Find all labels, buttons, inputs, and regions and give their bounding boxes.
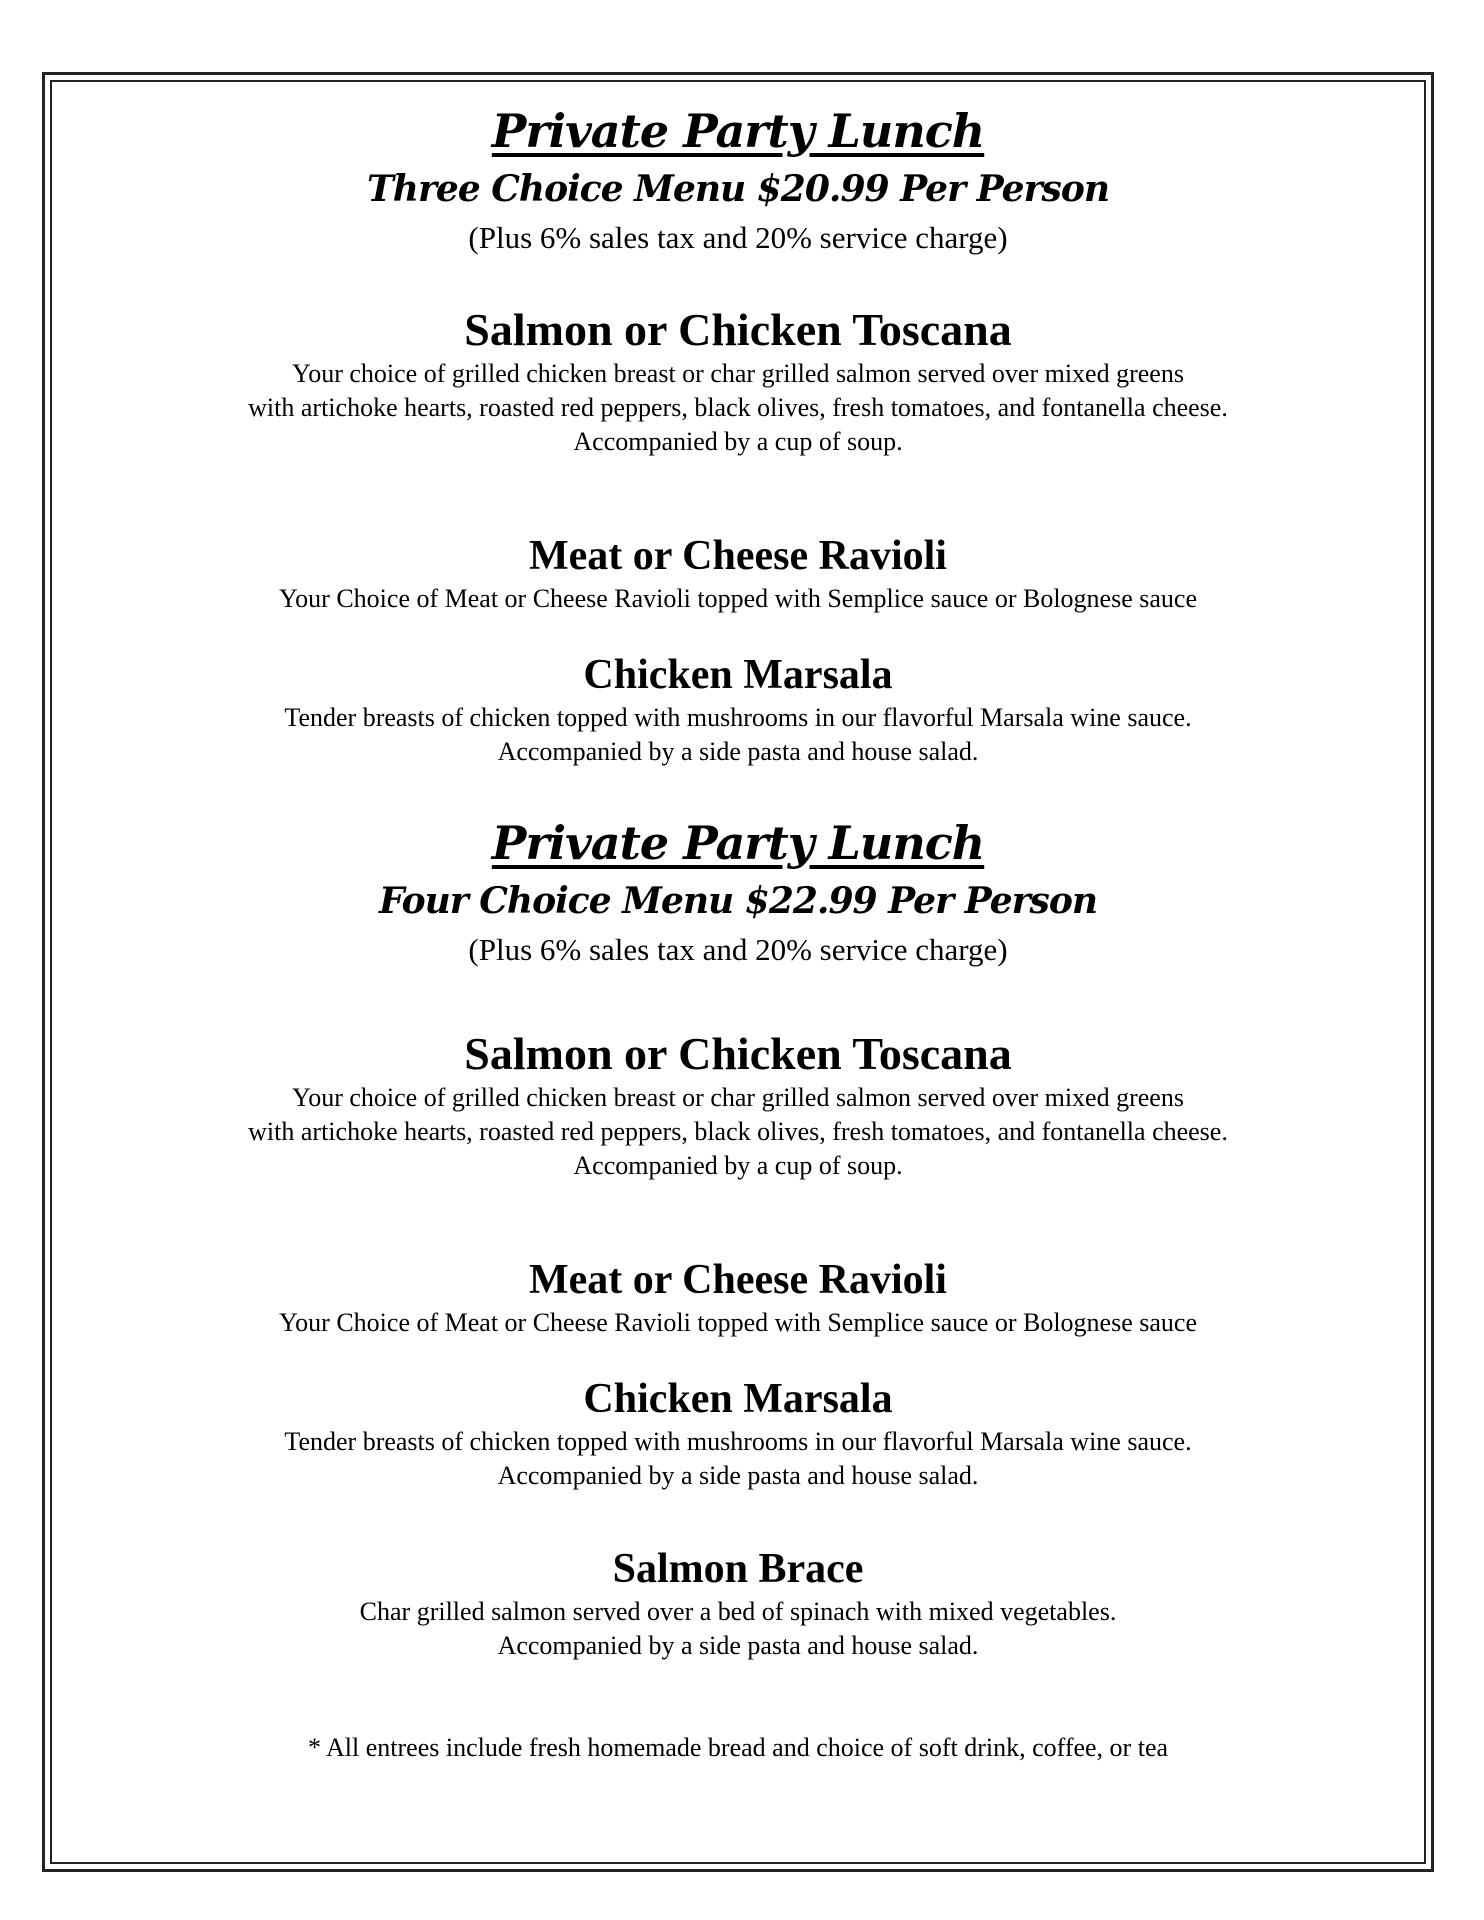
menu-2-item-2-name: Meat or Cheese Ravioli [529,1257,947,1303]
menu-1-tax-note: (Plus 6% sales tax and 20% service charge) [468,220,1008,255]
menu-2-item-3-name: Chicken Marsala [583,1376,893,1422]
footnote: * All entrees include fresh homemade bread and choice of soft drink, coffee, or tea [307,1733,1169,1762]
menu-2-item-1-name: Salmon or Chicken Toscana [464,1028,1012,1079]
menu-2-item-1-desc-3: Accompanied by a cup of soup. [573,1151,903,1180]
menu-2-item-1-desc-2: with artichoke hearts, roasted red peppers, black olives, fresh tomatoes, and fontanella cheese. [248,1117,1228,1146]
menu-1-item-1-name: Salmon or Chicken Toscana [464,304,1012,355]
menu-2-item-4-name: Salmon Brace [612,1546,864,1592]
menu-2-item-2-desc-1: Your Choice of Meat or Cheese Ravioli topped with Semplice sauce or Bolognese sauce [279,1308,1197,1337]
menu-1-subtitle: Three Choice Menu $20.99 Per Person [366,168,1110,210]
menu-2-subtitle: Four Choice Menu $22.99 Per Person [378,880,1098,922]
menu-2-tax-note: (Plus 6% sales tax and 20% service charge) [468,932,1008,967]
menu-1-item-3-desc-1: Tender breasts of chicken topped with mushrooms in our flavorful Marsala wine sauce. [284,703,1192,732]
menu-1-item-3-desc-2: Accompanied by a side pasta and house salad. [497,737,979,766]
menu-1-item-3-name: Chicken Marsala [583,652,893,698]
menu-1-item-1-desc-1: Your choice of grilled chicken breast or char grilled salmon served over mixed greens [292,359,1184,388]
menu-2-item-4-desc-1: Char grilled salmon served over a bed of spinach with mixed vegetables. [359,1597,1117,1626]
menu-1-item-2-desc-1: Your Choice of Meat or Cheese Ravioli topped with Semplice sauce or Bolognese sauce [279,584,1197,613]
menu-2-item-3-desc-2: Accompanied by a side pasta and house salad. [497,1461,979,1490]
menu-1-title: Private Party Lunch [491,104,985,158]
menu-1-item-1-desc-3: Accompanied by a cup of soup. [573,427,903,456]
menu-1-item-1-desc-2: with artichoke hearts, roasted red peppers, black olives, fresh tomatoes, and fontanella cheese. [248,393,1228,422]
menu-2-title: Private Party Lunch [491,816,985,870]
menu-2-item-3-desc-1: Tender breasts of chicken topped with mushrooms in our flavorful Marsala wine sauce. [284,1427,1192,1456]
menu-2-item-4-desc-2: Accompanied by a side pasta and house salad. [497,1631,979,1660]
menu-1-item-2-name: Meat or Cheese Ravioli [529,533,947,579]
menu-2-item-1-desc-1: Your choice of grilled chicken breast or char grilled salmon served over mixed greens [292,1083,1184,1112]
